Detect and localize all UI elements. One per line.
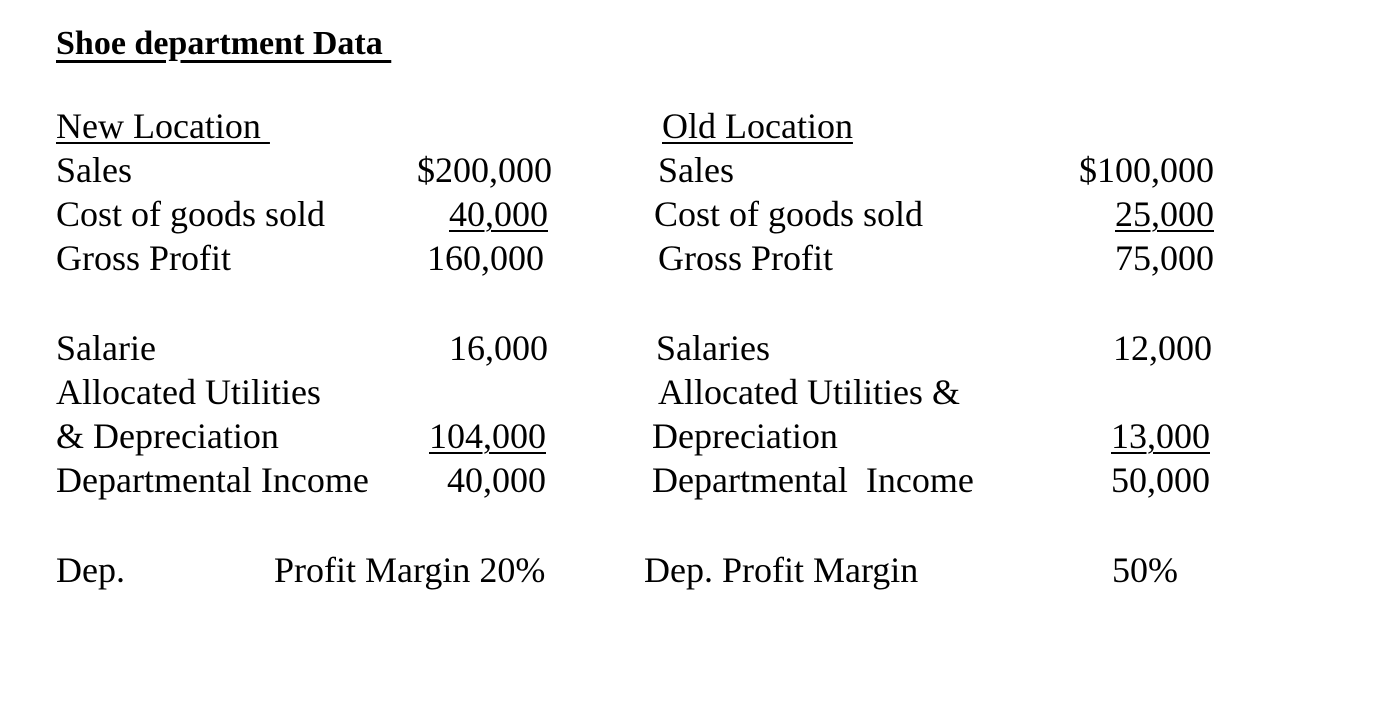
new-allocated-label-line2: & Depreciation [56,416,279,456]
old-location-heading: Old Location [662,106,853,146]
old-salaries-value: 12,000 [1113,328,1212,368]
new-gross-profit-label: Gross Profit [56,238,232,278]
new-dept-income-label: Departmental Income [56,460,369,500]
page-title: Shoe department Data [56,25,392,62]
new-salaries-value: 16,000 [449,328,548,368]
old-salaries-label: Salaries [656,328,770,368]
old-margin-value: 50% [1112,550,1178,590]
new-salaries-label: Salarie [56,328,156,368]
old-gross-profit-value: 75,000 [1115,238,1214,278]
old-cogs-label: Cost of goods sold [654,194,924,234]
new-dept-income-value: 40,000 [447,460,546,500]
old-gross-profit-label: Gross Profit [658,238,834,278]
old-sales-value: $100,000 [1079,150,1214,190]
old-cogs-value: 25,000 [1115,194,1214,234]
new-allocated-label-line1: Allocated Utilities [56,372,321,412]
new-margin-label: Dep. [56,550,125,590]
old-allocated-value: 13,000 [1111,416,1210,456]
new-sales-value: $200,000 [417,150,552,190]
old-allocated-label-line2: Depreciation [652,416,838,456]
new-location-heading: New Location [56,106,270,146]
new-cogs-value: 40,000 [449,194,548,234]
old-dept-income-label: Departmental Income [652,460,974,500]
new-margin-value: Profit Margin 20% [274,550,546,590]
new-sales-label: Sales [56,150,132,190]
new-gross-profit-value: 160,000 [427,238,544,278]
old-sales-label: Sales [658,150,734,190]
new-allocated-value: 104,000 [429,416,546,456]
old-allocated-label-line1: Allocated Utilities & [658,372,960,412]
old-margin-label: Dep. Profit Margin [644,550,919,590]
new-cogs-label: Cost of goods sold [56,194,326,234]
old-dept-income-value: 50,000 [1111,460,1210,500]
